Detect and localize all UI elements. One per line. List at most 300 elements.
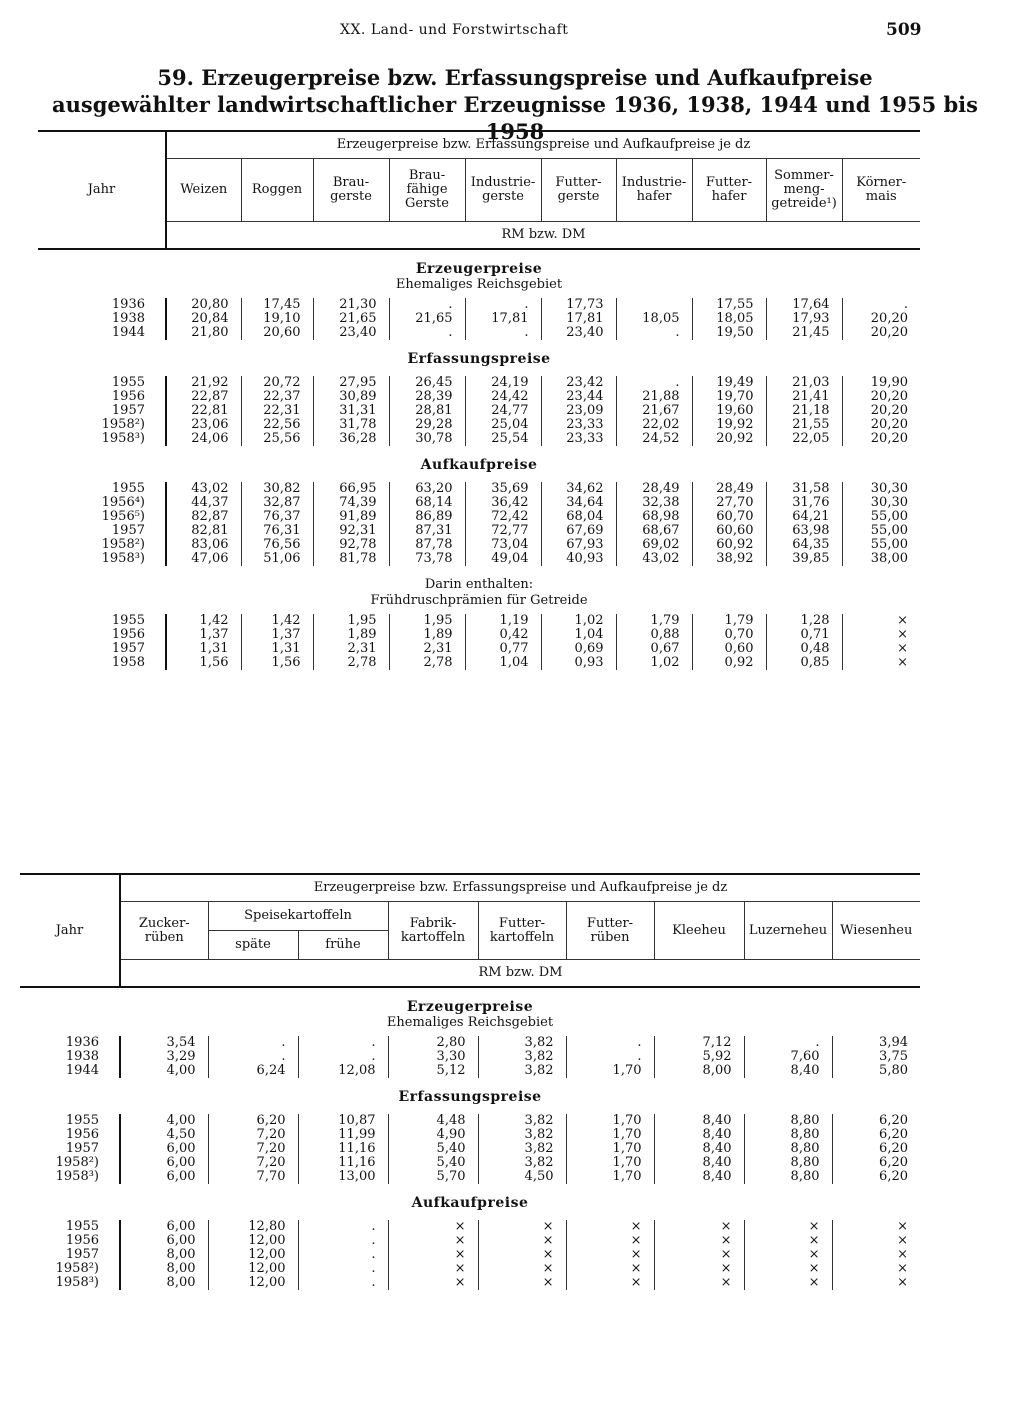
unit-row (38, 222, 920, 250)
year-cell: 1956 (111, 627, 145, 642)
value-cell: 1,04 (465, 656, 541, 670)
value-cell: × (744, 1276, 832, 1290)
year-cell: 1958²) (101, 417, 145, 432)
value-cell: 34,64 (541, 496, 616, 510)
value-cell: 22,31 (241, 404, 313, 418)
value-cell: 8,80 (744, 1114, 832, 1128)
value-cell: 91,89 (313, 510, 389, 524)
column-header: Brau- fähige Gerste (389, 159, 465, 222)
value-cell: 1,70 (566, 1128, 654, 1142)
value-cell: 1,70 (566, 1064, 654, 1078)
value-cell: × (842, 656, 920, 670)
value-cell: 22,37 (241, 390, 313, 404)
value-cell: 24,06 (166, 432, 241, 446)
value-cell: 4,00 (120, 1114, 208, 1128)
value-cell: 20,60 (241, 326, 313, 340)
table-row (20, 1170, 920, 1184)
header-row (20, 874, 920, 902)
section-heading: Erfassungspreise (407, 351, 551, 367)
value-cell: 30,78 (389, 432, 465, 446)
value-cell: 19,49 (692, 376, 766, 390)
value-cell: 24,42 (465, 390, 541, 404)
value-cell: 0,42 (465, 628, 541, 642)
value-cell: 12,00 (208, 1248, 298, 1262)
value-cell: 5,40 (388, 1156, 478, 1170)
table-row (38, 432, 920, 446)
table-row (20, 1050, 920, 1064)
value-cell: 17,81 (465, 312, 541, 326)
value-cell: 17,81 (541, 312, 616, 326)
table-title-line-2: ausgewählter landwirtschaftlicher Erzeugnisse 1936, 1938, 1944 und 1955 bis 1958 (52, 92, 978, 144)
value-cell: 21,03 (766, 376, 842, 390)
value-cell: 4,50 (478, 1170, 566, 1184)
column-header: Industrie- gerste (465, 159, 541, 222)
table-row (38, 376, 920, 390)
value-cell: 30,89 (313, 390, 389, 404)
value-cell: × (842, 628, 920, 642)
value-cell: 8,40 (654, 1128, 744, 1142)
value-cell: 76,56 (241, 538, 313, 552)
value-cell: 6,20 (208, 1114, 298, 1128)
value-cell: 51,06 (241, 552, 313, 566)
value-cell: 1,70 (566, 1142, 654, 1156)
value-cell: × (566, 1248, 654, 1262)
value-cell: 23,33 (541, 432, 616, 446)
value-cell: 6,20 (832, 1128, 920, 1142)
value-cell: 2,78 (389, 656, 465, 670)
value-cell: 21,41 (766, 390, 842, 404)
column-header: Futter- rüben (566, 902, 654, 960)
year-cell: 1958²) (101, 537, 145, 552)
year-cell: 1955 (111, 481, 145, 496)
value-cell: 19,50 (692, 326, 766, 340)
value-cell: 23,40 (313, 326, 389, 340)
value-cell: 6,00 (120, 1156, 208, 1170)
value-cell: 2,78 (313, 656, 389, 670)
spacer-row (20, 1106, 920, 1114)
table-row (38, 642, 920, 656)
value-cell: 1,56 (241, 656, 313, 670)
section-subheading-row (38, 278, 920, 298)
year-header: Jahr (20, 874, 120, 987)
value-cell: 0,70 (692, 628, 766, 642)
value-cell: 23,06 (166, 418, 241, 432)
unit-label: RM bzw. DM (120, 960, 920, 988)
value-cell: 28,49 (616, 482, 692, 496)
section-subheading-row (20, 1016, 920, 1036)
table-row (38, 390, 920, 404)
table-row (38, 510, 920, 524)
value-cell: 40,93 (541, 552, 616, 566)
value-cell: 3,82 (478, 1156, 566, 1170)
value-cell: 19,90 (842, 376, 920, 390)
value-cell: 19,92 (692, 418, 766, 432)
value-cell: × (478, 1276, 566, 1290)
year-cell: 1956⁴) (101, 495, 145, 510)
value-cell: 28,81 (389, 404, 465, 418)
value-cell: . (208, 1050, 298, 1064)
value-cell: 10,87 (298, 1114, 388, 1128)
section-heading-row (20, 1184, 920, 1212)
page-number: 509 (886, 20, 922, 40)
value-cell: 82,87 (166, 510, 241, 524)
value-cell: 21,65 (389, 312, 465, 326)
value-cell: × (388, 1248, 478, 1262)
value-cell: 6,00 (120, 1170, 208, 1184)
value-cell: . (465, 326, 541, 340)
value-cell: 3,82 (478, 1128, 566, 1142)
value-cell: 3,82 (478, 1114, 566, 1128)
value-cell: . (744, 1036, 832, 1050)
column-header: Kleeheu (654, 902, 744, 960)
value-cell: 36,28 (313, 432, 389, 446)
value-cell: 0,71 (766, 628, 842, 642)
value-cell: 17,73 (541, 298, 616, 312)
year-cell: 1957 (111, 523, 145, 538)
value-cell: 60,70 (692, 510, 766, 524)
value-cell: 23,33 (541, 418, 616, 432)
section-subheading: Ehemaliges Reichsgebiet (395, 277, 563, 292)
value-cell: 3,29 (120, 1050, 208, 1064)
value-cell: 32,87 (241, 496, 313, 510)
value-cell: 43,02 (166, 482, 241, 496)
column-header: Futter- kartoffeln (478, 902, 566, 960)
value-cell: 8,80 (744, 1142, 832, 1156)
value-cell: 3,82 (478, 1036, 566, 1050)
value-cell: 81,78 (313, 552, 389, 566)
value-cell: 23,09 (541, 404, 616, 418)
value-cell: . (389, 326, 465, 340)
section-heading: Erfassungspreise (398, 1089, 542, 1105)
table-row (38, 418, 920, 432)
value-cell: 1,37 (166, 628, 241, 642)
value-cell: × (478, 1234, 566, 1248)
year-cell: 1938 (65, 1049, 99, 1064)
section-heading-row (38, 446, 920, 474)
value-cell: × (832, 1220, 920, 1234)
value-cell: × (654, 1276, 744, 1290)
value-cell: 76,37 (241, 510, 313, 524)
unit-row (20, 960, 920, 988)
value-cell: 17,64 (766, 298, 842, 312)
value-cell: 92,31 (313, 524, 389, 538)
value-cell: 5,70 (388, 1170, 478, 1184)
table-row (38, 552, 920, 566)
value-cell: 36,42 (465, 496, 541, 510)
value-cell: . (566, 1050, 654, 1064)
value-cell: × (388, 1220, 478, 1234)
year-cell: 1936 (65, 1035, 99, 1050)
value-cell: . (298, 1248, 388, 1262)
value-cell: 8,80 (744, 1128, 832, 1142)
value-cell: × (566, 1220, 654, 1234)
value-cell: 32,38 (616, 496, 692, 510)
header-row (38, 131, 920, 159)
table-row (20, 1142, 920, 1156)
value-cell: 18,05 (616, 312, 692, 326)
value-cell: 87,31 (389, 524, 465, 538)
value-cell: 64,21 (766, 510, 842, 524)
value-cell: 1,70 (566, 1114, 654, 1128)
value-cell: 1,04 (541, 628, 616, 642)
section-heading: Darin enthalten: (424, 577, 534, 592)
value-cell: 6,00 (120, 1234, 208, 1248)
table-row (38, 614, 920, 628)
value-cell: 23,42 (541, 376, 616, 390)
value-cell: 55,00 (842, 510, 920, 524)
value-cell: × (832, 1234, 920, 1248)
value-cell: 0,92 (692, 656, 766, 670)
year-cell: 1958³) (101, 551, 145, 566)
value-cell: 8,40 (744, 1064, 832, 1078)
value-cell: × (478, 1220, 566, 1234)
value-cell: 24,77 (465, 404, 541, 418)
value-cell: 20,20 (842, 326, 920, 340)
value-cell: . (298, 1234, 388, 1248)
value-cell: 20,20 (842, 404, 920, 418)
year-cell: 1957 (65, 1141, 99, 1156)
value-cell: 20,92 (692, 432, 766, 446)
value-cell: 43,02 (616, 552, 692, 566)
value-cell: 7,70 (208, 1170, 298, 1184)
value-cell: 20,20 (842, 312, 920, 326)
value-cell: × (832, 1262, 920, 1276)
table-row (38, 312, 920, 326)
value-cell: 24,19 (465, 376, 541, 390)
value-cell: 25,04 (465, 418, 541, 432)
value-cell: 17,93 (766, 312, 842, 326)
section-heading-row (20, 987, 920, 1016)
section-heading-row (38, 566, 920, 594)
value-cell: 21,92 (166, 376, 241, 390)
value-cell: 26,45 (389, 376, 465, 390)
value-cell: . (298, 1262, 388, 1276)
year-cell: 1944 (111, 325, 145, 340)
value-cell: 5,80 (832, 1064, 920, 1078)
value-cell: 4,48 (388, 1114, 478, 1128)
value-cell: 7,20 (208, 1156, 298, 1170)
value-cell: 30,82 (241, 482, 313, 496)
value-cell: 30,30 (842, 482, 920, 496)
value-cell: 1,89 (389, 628, 465, 642)
value-cell: 8,40 (654, 1156, 744, 1170)
value-cell: 7,20 (208, 1142, 298, 1156)
root-crop-hay-price-table (20, 873, 920, 1290)
table-title-line-1: 59. Erzeugerpreise bzw. Erfassungspreise und Aufkaufpreise (157, 65, 873, 90)
value-cell: 20,20 (842, 418, 920, 432)
grain-price-table (38, 130, 920, 670)
table-row (20, 1114, 920, 1128)
spacer-row (20, 1212, 920, 1220)
column-header: späte (208, 931, 298, 960)
value-cell: 67,93 (541, 538, 616, 552)
section-heading: Aufkaufpreise (420, 457, 538, 473)
value-cell: 17,55 (692, 298, 766, 312)
value-cell: 19,10 (241, 312, 313, 326)
value-cell: 8,40 (654, 1170, 744, 1184)
value-cell: 6,20 (832, 1156, 920, 1170)
value-cell: 31,58 (766, 482, 842, 496)
value-cell: . (389, 298, 465, 312)
value-cell: 28,49 (692, 482, 766, 496)
value-cell: 68,98 (616, 510, 692, 524)
table-row (20, 1248, 920, 1262)
value-cell: 55,00 (842, 538, 920, 552)
value-cell: 12,00 (208, 1262, 298, 1276)
value-cell: 1,79 (616, 614, 692, 628)
value-cell: 34,62 (541, 482, 616, 496)
table-row (38, 628, 920, 642)
value-cell: 63,20 (389, 482, 465, 496)
year-cell: 1958²) (55, 1261, 99, 1276)
value-cell: 66,95 (313, 482, 389, 496)
value-cell: × (388, 1276, 478, 1290)
year-cell: 1944 (65, 1063, 99, 1078)
value-cell: 1,95 (389, 614, 465, 628)
value-cell: 21,65 (313, 312, 389, 326)
value-cell: × (744, 1262, 832, 1276)
value-cell: 22,56 (241, 418, 313, 432)
value-cell: . (566, 1036, 654, 1050)
value-cell: 72,77 (465, 524, 541, 538)
value-cell: 0,85 (766, 656, 842, 670)
value-cell: 92,78 (313, 538, 389, 552)
spacer-row (38, 474, 920, 482)
value-cell: 1,02 (541, 614, 616, 628)
value-cell: 44,37 (166, 496, 241, 510)
value-cell: 12,08 (298, 1064, 388, 1078)
table-row (38, 326, 920, 340)
year-cell: 1955 (65, 1113, 99, 1128)
section-heading-row (38, 340, 920, 368)
value-cell: 12,80 (208, 1220, 298, 1234)
value-cell: 21,18 (766, 404, 842, 418)
value-cell: 1,70 (566, 1170, 654, 1184)
table-row (38, 404, 920, 418)
value-cell: 6,24 (208, 1064, 298, 1078)
value-cell: 21,67 (616, 404, 692, 418)
value-cell: 21,30 (313, 298, 389, 312)
value-cell: 3,75 (832, 1050, 920, 1064)
value-cell: × (478, 1248, 566, 1262)
value-cell: 73,04 (465, 538, 541, 552)
value-cell: 0,67 (616, 642, 692, 656)
value-cell: 22,02 (616, 418, 692, 432)
value-cell: × (744, 1220, 832, 1234)
year-cell: 1956 (111, 389, 145, 404)
value-cell: 19,60 (692, 404, 766, 418)
value-cell: 20,80 (166, 298, 241, 312)
value-cell: 7,12 (654, 1036, 744, 1050)
value-cell: 19,70 (692, 390, 766, 404)
value-cell: 2,31 (389, 642, 465, 656)
value-cell: 27,95 (313, 376, 389, 390)
value-cell: 68,67 (616, 524, 692, 538)
value-cell: . (616, 376, 692, 390)
column-header: Luzerneheu (744, 902, 832, 960)
value-cell: 38,00 (842, 552, 920, 566)
value-cell: × (744, 1248, 832, 1262)
value-cell: × (832, 1248, 920, 1262)
value-cell: 1,70 (566, 1156, 654, 1170)
value-cell: 11,16 (298, 1142, 388, 1156)
year-cell: 1957 (65, 1247, 99, 1262)
value-cell: × (388, 1234, 478, 1248)
year-cell: 1958 (111, 655, 145, 670)
value-cell: × (842, 614, 920, 628)
value-cell: × (654, 1220, 744, 1234)
table-row (20, 1156, 920, 1170)
year-cell: 1956 (65, 1127, 99, 1142)
value-cell: 0,88 (616, 628, 692, 642)
year-cell: 1956⁵) (101, 509, 145, 524)
group-header: Erzeugerpreise bzw. Erfassungspreise und Aufkaufpreise je dz (166, 131, 920, 159)
value-cell: 8,80 (744, 1156, 832, 1170)
section-subheading: Ehemaliges Reichsgebiet (386, 1015, 554, 1030)
value-cell: 3,82 (478, 1142, 566, 1156)
table-row (38, 538, 920, 552)
value-cell: 12,00 (208, 1276, 298, 1290)
value-cell: 18,05 (692, 312, 766, 326)
section-subheading-row (38, 594, 920, 614)
value-cell: × (566, 1276, 654, 1290)
spacer-row (38, 368, 920, 376)
value-cell: 23,44 (541, 390, 616, 404)
value-cell: × (842, 642, 920, 656)
value-cell: . (298, 1036, 388, 1050)
column-header: Sommer- meng- getreide¹) (766, 159, 842, 222)
value-cell: 20,84 (166, 312, 241, 326)
table-row (38, 656, 920, 670)
value-cell: 2,31 (313, 642, 389, 656)
value-cell: 3,30 (388, 1050, 478, 1064)
value-cell: 8,00 (120, 1276, 208, 1290)
value-cell: 68,04 (541, 510, 616, 524)
value-cell: 31,31 (313, 404, 389, 418)
column-header: Futter- gerste (541, 159, 616, 222)
value-cell: 4,00 (120, 1064, 208, 1078)
value-cell: 0,93 (541, 656, 616, 670)
value-cell: 49,04 (465, 552, 541, 566)
value-cell: 22,87 (166, 390, 241, 404)
value-cell: 25,54 (465, 432, 541, 446)
unit-label: RM bzw. DM (166, 222, 920, 250)
value-cell: 20,20 (842, 390, 920, 404)
value-cell: . (298, 1220, 388, 1234)
value-cell: 21,55 (766, 418, 842, 432)
column-header: Fabrik- kartoffeln (388, 902, 478, 960)
value-cell: 68,14 (389, 496, 465, 510)
value-cell: 6,20 (832, 1142, 920, 1156)
year-cell: 1958³) (55, 1169, 99, 1184)
value-cell: 3,82 (478, 1050, 566, 1064)
value-cell: 11,99 (298, 1128, 388, 1142)
section-subheading: Frühdruschprämien für Getreide (370, 593, 588, 608)
year-cell: 1957 (111, 641, 145, 656)
value-cell: 1,02 (616, 656, 692, 670)
value-cell: × (654, 1248, 744, 1262)
column-header: Industrie- hafer (616, 159, 692, 222)
value-cell: 8,40 (654, 1114, 744, 1128)
value-cell: 1,37 (241, 628, 313, 642)
value-cell: 30,30 (842, 496, 920, 510)
value-cell: . (298, 1050, 388, 1064)
value-cell: 31,78 (313, 418, 389, 432)
value-cell: 60,92 (692, 538, 766, 552)
year-cell: 1955 (65, 1219, 99, 1234)
column-header: Körner- mais (842, 159, 920, 222)
value-cell: 7,20 (208, 1128, 298, 1142)
